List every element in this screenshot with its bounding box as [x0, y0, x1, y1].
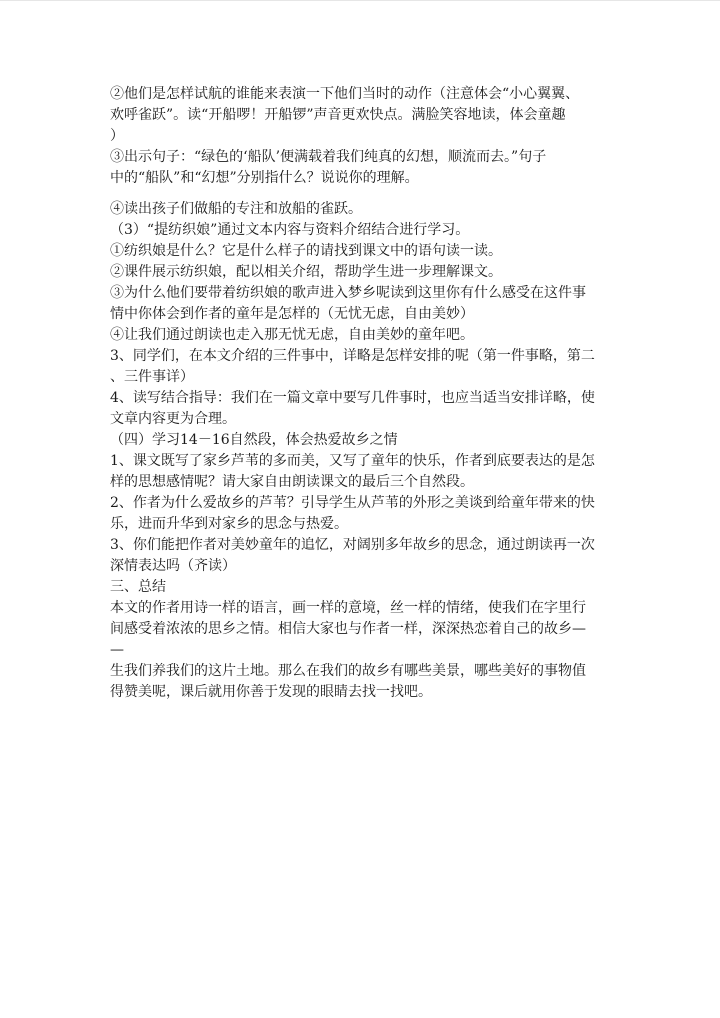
text-line: ③为什么他们要带着纺织娘的歌声进入梦乡呢读到这里你有什么感受在这件事 — [110, 285, 586, 301]
text-line: （3）“提纺织娘”通过文本内容与资料介绍结合进行学习。 — [110, 222, 470, 238]
text-line: ②课件展示纺织娘，配以相关介绍，帮助学生进一步理解课文。 — [110, 264, 502, 280]
text-line: 深情表达吗（齐读） — [110, 558, 236, 574]
text-line: 、三件事详） — [110, 369, 194, 385]
section-heading: （四）学习14－16自然段，体会热爱故乡之情 — [110, 432, 398, 448]
text-line: 情中你体会到作者的童年是怎样的（无忧无虑，自由美妙） — [110, 306, 474, 322]
text-line: 3、同学们，在本文介绍的三件事中，详略是怎样安排的呢（第一件事略，第二 — [110, 348, 595, 364]
text-line: 得赞美呢，课后就用你善于发现的眼睛去找一找吧。 — [110, 684, 432, 700]
text-line: 生我们养我们的这片土地。那么在我们的故乡有哪些美景，哪些美好的事物值 — [110, 663, 586, 679]
text-line: ） — [110, 128, 124, 144]
text-line: ③出示句子：“绿色的‘船队’便满载着我们纯真的幻想，顺流而去。”句子 — [110, 149, 547, 165]
text-line: — — [110, 642, 124, 658]
text-line: 文章内容更为合理。 — [110, 411, 236, 427]
text-line: 中的“船队”和“幻想”分别指什么？说说你的理解。 — [110, 170, 419, 186]
text-line: ④让我们通过朗读也走入那无忧无虑，自由美妙的童年吧。 — [110, 327, 474, 343]
text-line: 4、读写结合指导：我们在一篇文章中要写几件事时，也应当适当安排详略，使 — [110, 390, 595, 406]
text-line: ④读出孩子们做船的专注和放船的雀跃。 — [110, 201, 362, 217]
text-line: 欢呼雀跃”。读“开船啰！开船锣”声音更欢快点。满脸笑容地读，体会童趣 — [110, 107, 566, 123]
text-line: 1、课文既写了家乡芦苇的多而美，又写了童年的快乐，作者到底要表达的是怎 — [110, 453, 595, 469]
text-line: ②他们是怎样试航的谁能来表演一下他们当时的动作（注意体会“小心翼翼、 — [110, 86, 580, 102]
text-line: 3、你们能把作者对美妙童年的追忆，对阔别多年故乡的思念，通过朗读再一次 — [110, 537, 595, 553]
text-line: 乐，进而升华到对家乡的思念与热爱。 — [110, 516, 348, 532]
paragraph-gap — [110, 189, 615, 199]
text-line: 本文的作者用诗一样的语言，画一样的意境，丝一样的情绪，使我们在字里行 — [110, 600, 586, 616]
document-body — [110, 84, 615, 703]
text-line: 2、作者为什么爱故乡的芦苇？引导学生从芦苇的外形之美谈到给童年带来的快 — [110, 495, 595, 511]
text-line: 样的思想感情呢？请大家自由朗读课文的最后三个自然段。 — [110, 474, 474, 490]
text-line: 间感受着浓浓的思乡之情。相信大家也与作者一样，深深热恋着自己的故乡— — [110, 621, 586, 637]
text-line: ①纺织娘是什么？它是什么样子的请找到课文中的语句读一读。 — [110, 243, 502, 259]
section-heading: 三、总结 — [110, 579, 166, 595]
